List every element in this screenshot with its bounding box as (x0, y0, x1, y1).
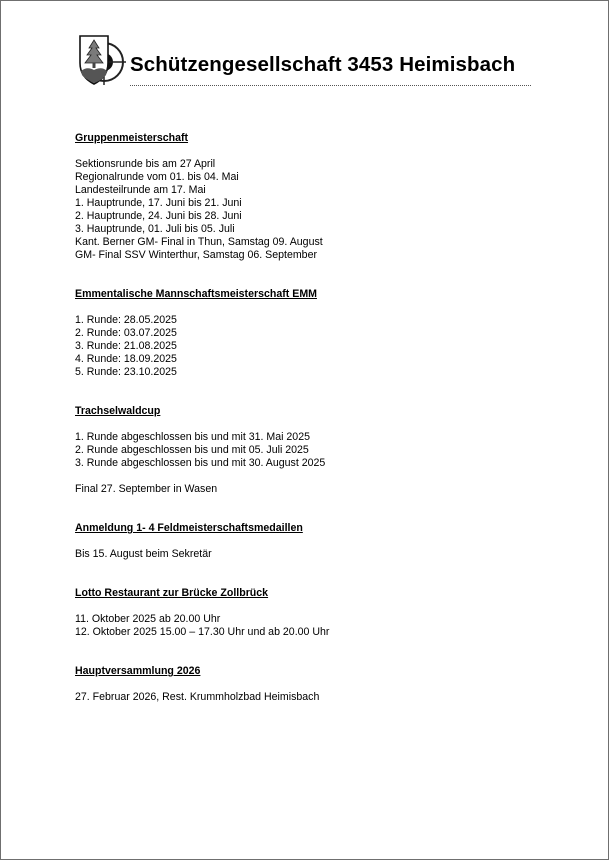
section-lines (75, 431, 555, 470)
section-lines (75, 691, 555, 704)
section-gruppenmeisterschaft (75, 132, 555, 262)
section-trachselwaldcup (75, 405, 555, 496)
list-item: 3. Hauptrunde, 01. Juli bis 05. Juli (75, 223, 235, 235)
list-item: 2. Runde abgeschlossen bis und mit 05. Juli 2025 (75, 444, 309, 456)
letterhead (78, 33, 533, 88)
list-item: 12. Oktober 2025 15.00 – 17.30 Uhr und ab 20.00 Uhr (75, 626, 330, 638)
list-item: 27. Februar 2026, Rest. Krummholzbad Heimisbach (75, 691, 320, 703)
list-item: 2. Hauptrunde, 24. Juni bis 28. Juni (75, 210, 242, 222)
list-item: Bis 15. August beim Sekretär (75, 548, 212, 560)
list-item: 4. Runde: 18.09.2025 (75, 353, 177, 365)
section-heading: Gruppenmeisterschaft (75, 132, 189, 144)
list-item: 1. Runde abgeschlossen bis und mit 31. Mai 2025 (75, 431, 310, 443)
section-lines (75, 158, 555, 262)
section-heading: Hauptversammlung 2026 (75, 665, 201, 677)
section-heading: Trachselwaldcup (75, 405, 161, 417)
organization-title: Schützengesellschaft 3453 Heimisbach (130, 53, 516, 76)
section-heading: Anmeldung 1- 4 Feldmeisterschaftsmedaillen (75, 522, 303, 534)
section-lines (75, 548, 555, 561)
header-divider (130, 85, 531, 86)
list-item: 3. Runde abgeschlossen bis und mit 30. August 2025 (75, 457, 326, 469)
list-item: 11. Oktober 2025 ab 20.00 Uhr (75, 613, 221, 625)
list-item: Landesteilrunde am 17. Mai (75, 184, 206, 196)
section-heading: Emmentalische Mannschaftsmeisterschaft EMM (75, 288, 317, 300)
list-item: 5. Runde: 23.10.2025 (75, 366, 177, 378)
section-emm (75, 288, 555, 379)
club-crest-icon (78, 33, 126, 85)
list-item: 2. Runde: 03.07.2025 (75, 327, 177, 339)
list-item: Sektionsrunde bis am 27 April (75, 158, 216, 170)
list-item: Kant. Berner GM- Final in Thun, Samstag 09. August (75, 236, 323, 248)
section-hauptversammlung (75, 665, 555, 704)
list-item: GM- Final SSV Winterthur, Samstag 06. September (75, 249, 317, 261)
section-heading: Lotto Restaurant zur Brücke Zollbrück (75, 587, 269, 599)
section-lines (75, 613, 555, 639)
final-note: Final 27. September in Wasen (75, 483, 218, 495)
section-lotto (75, 587, 555, 639)
list-item: 1. Hauptrunde, 17. Juni bis 21. Juni (75, 197, 242, 209)
section-lines (75, 314, 555, 379)
list-item: 3. Runde: 21.08.2025 (75, 340, 177, 352)
list-item: 1. Runde: 28.05.2025 (75, 314, 177, 326)
list-item: Regionalrunde vom 01. bis 04. Mai (75, 171, 239, 183)
schedule-content (75, 132, 555, 704)
section-anmeldung (75, 522, 555, 561)
